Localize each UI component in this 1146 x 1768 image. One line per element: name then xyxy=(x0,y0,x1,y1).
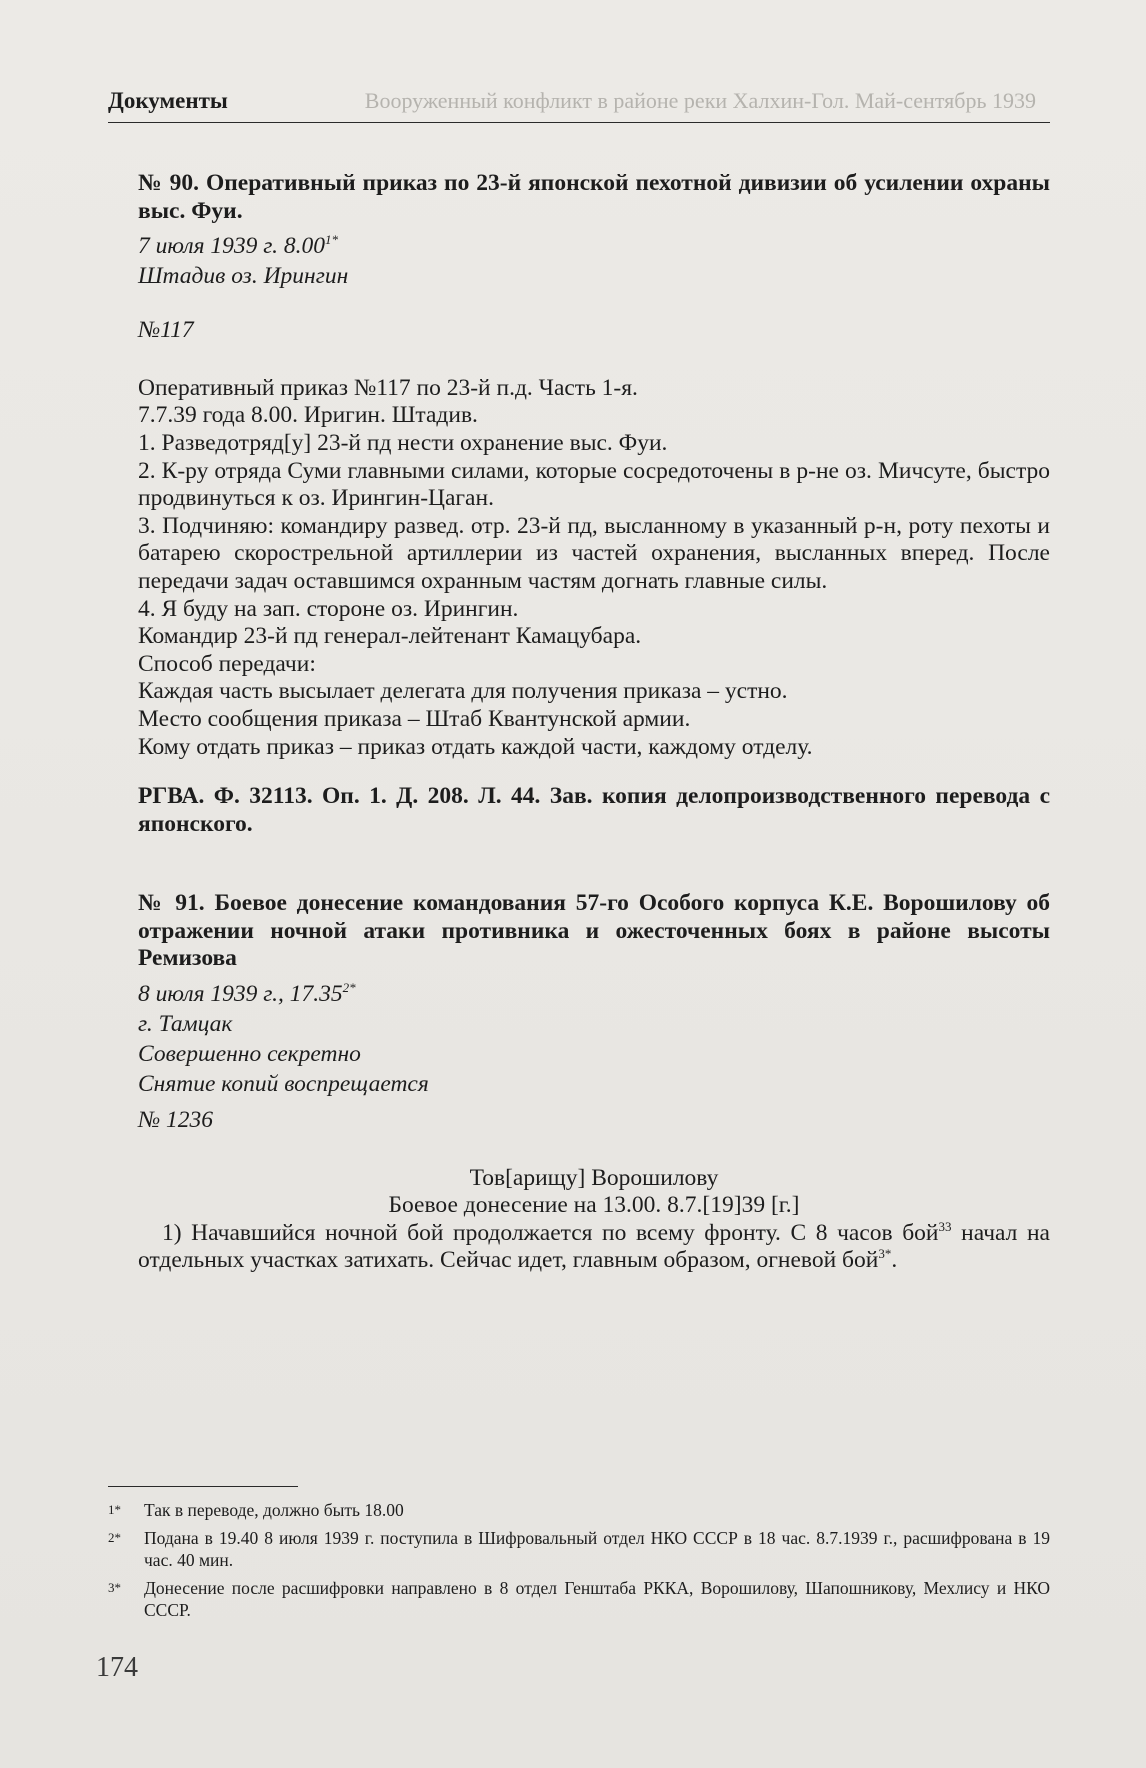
footnote-mark: 2* xyxy=(108,1530,121,1545)
doc90-line: Командир 23-й пд генерал-лейтенант Камацубара. xyxy=(138,623,642,650)
footnote-ref: 1* xyxy=(325,232,339,248)
doc91-place: г. Тамцак xyxy=(138,1011,233,1038)
footnote xyxy=(108,1577,1050,1621)
footnote-mark: 3* xyxy=(108,1580,121,1595)
doc91-meta xyxy=(138,979,1050,1099)
doc90-line: Кому отдать приказ – приказ отдать каждой части, каждому отделу. xyxy=(138,733,813,760)
doc90-line: Место сообщения приказа – Штаб Квантунской армии. xyxy=(138,705,691,732)
doc90-line: 1. Разведотряд[у] 23-й пд нести охранение выс. Фуи. xyxy=(138,429,668,456)
doc90-body xyxy=(138,375,1050,761)
doc91-secret: Совершенно секретно xyxy=(138,1041,361,1068)
doc91-heading xyxy=(138,1165,1050,1220)
footnote-text: Подана в 19.40 8 июля 1939 г. поступила в Шифровальный отдел НКО СССР в 18 час. 8.7.1939 г., расшифрована в 19 час. 40 мин. xyxy=(144,1528,1050,1570)
doc90-place: Штадив оз. Ирингин xyxy=(138,263,349,290)
doc91-report-title: Боевое донесение на 13.00. 8.7.[19]39 [г.] xyxy=(388,1192,800,1219)
footnote-rule xyxy=(108,1486,298,1487)
footnote xyxy=(108,1527,1050,1571)
doc90-meta xyxy=(138,231,1050,291)
doc90-line: 7.7.39 года 8.00. Иригин. Штадив. xyxy=(138,402,478,429)
doc90-line: Каждая часть высылает делегата для получения приказа – устно. xyxy=(138,678,788,705)
page-number: 174 xyxy=(96,1652,138,1683)
footnote-ref: 3* xyxy=(878,1246,892,1262)
doc91-number: № 1236 xyxy=(138,1107,214,1134)
doc91-title: № 91. Боевое донесение командования 57-го Особого корпуса К.Е. Ворошилову об отражении ночной атаки противника и ожесточенных боях в районе высоты Ремизова xyxy=(138,890,1050,972)
doc90-line: Способ передачи: xyxy=(138,650,316,677)
footnotes xyxy=(108,1486,1050,1627)
header-section-title: Документы xyxy=(108,88,228,113)
doc90-title: № 90. Оперативный приказ по 23-й японской пехотной дивизии об усилении охраны выс. Фуи. xyxy=(138,170,1050,224)
doc90-number: №117 xyxy=(138,317,194,344)
doc90-source: РГВА. Ф. 32113. Оп. 1. Д. 208. Л. 44. Зав. копия делопроизводственного перевода с японского. xyxy=(138,783,1050,837)
doc90-line: 2. К-ру отряда Суми главными силами, которые сосредоточены в р-не оз. Мичсуте, быстро продвинуться к оз. Ирингин-Цаган. xyxy=(138,457,1050,512)
doc91-date: 8 июля 1939 г., $17.35^{2*}$ xyxy=(138,980,356,1008)
doc90-line: 3. Подчиняю: командиру развед. отр. 23-й пд, высланному в указанный р-н, роту пехоты и батарею скорострельной артиллерии из частей охранения, высланных вперед. После передачи задач оставшимся охранным частям догнать главные силы. xyxy=(138,512,1050,594)
footnote-text: Донесение после расшифровки направлено в 8 отдел Генштаба РККА, Ворошилову, Шапошникову, Мехлису и НКО СССР. xyxy=(144,1578,1050,1620)
footnote-ref: 2* xyxy=(342,980,356,996)
main-text xyxy=(138,170,1050,1275)
footnote-mark: 1* xyxy=(108,1502,121,1517)
doc90-line: Оперативный приказ №117 по 23-й п.д. Часть 1-я. xyxy=(138,374,638,401)
doc90-line: 4. Я буду на зап. стороне оз. Ирингин. xyxy=(138,595,519,622)
footnote-text: Так в переводе, должно быть 18.00 xyxy=(144,1500,404,1520)
doc91-paragraph: 1) Начавшийся ночной бой продолжается по всему фронту. С 8 часов бой$^{33}$ начал на отдельных участках затихать. Сейчас идет, главным образом, огневой бой$^{3*}$. xyxy=(138,1219,1050,1274)
footnote-ref: 33 xyxy=(938,1219,952,1235)
doc91-addressee: Тов[арищу] Ворошилову xyxy=(469,1164,719,1191)
header-book-title: Вооруженный конфликт в районе реки Халхин-Гол. Май-сентябрь 1939 xyxy=(364,88,1036,113)
doc90-date: 7 июля 1939 г. $8.00^{1*}$ xyxy=(138,232,339,260)
running-header xyxy=(108,88,1050,123)
doc91-no-copy: Снятие копий воспрещается xyxy=(138,1071,429,1098)
footnote xyxy=(108,1499,1050,1521)
